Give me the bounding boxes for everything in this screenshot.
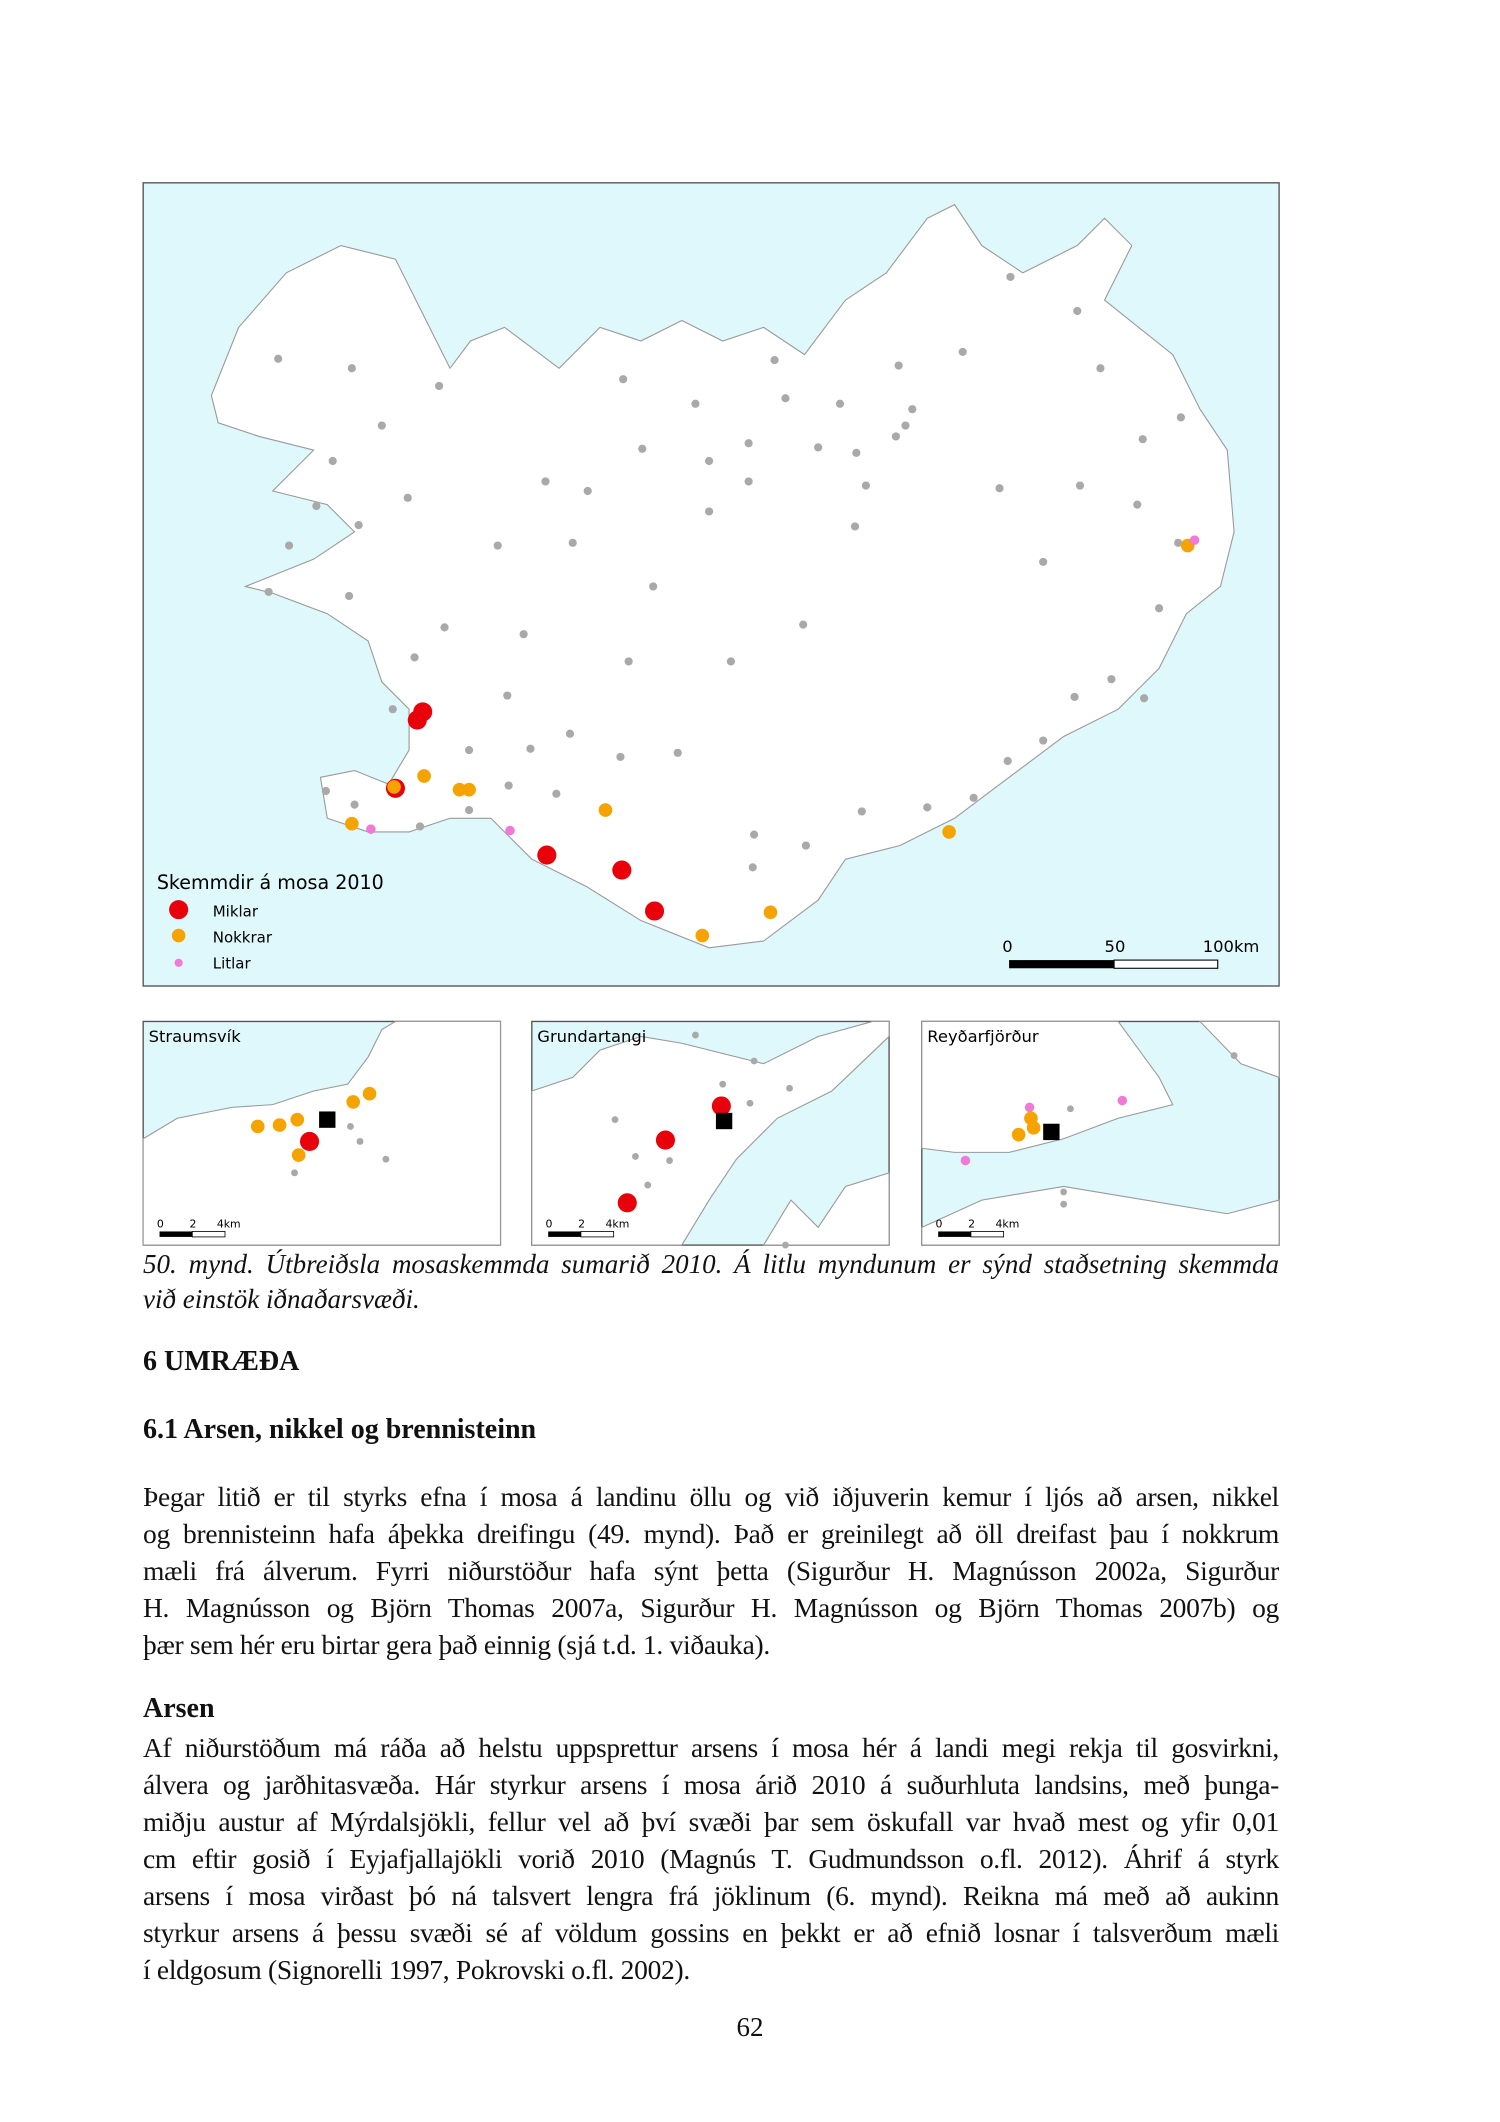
station-dot <box>666 1157 673 1164</box>
text-line: arsens í mosa virðast þó ná talsvert lengra frá jöklinum (6. mynd). Reikna má með að aukinn <box>143 1880 1279 1911</box>
station-dot <box>389 705 397 713</box>
page-number: 62 <box>736 2012 764 2042</box>
text-line: styrkur arsens á þessu svæði sé af völdum gossins en þekkt er að efnið losnar í talsverðum mæli <box>143 1917 1279 1948</box>
station-dot <box>410 653 418 661</box>
station-dot <box>923 803 931 811</box>
paragraph-2 <box>143 1729 1279 1988</box>
damage-dot <box>363 1087 377 1101</box>
station-dot <box>995 484 1003 492</box>
station-dot <box>1177 413 1185 421</box>
station-dot <box>858 807 866 815</box>
station-dot <box>802 841 810 849</box>
caption-line: 50. mynd. Útbreiðsla mosaskemmda sumarið 2010. Á litlu myndunum er sýnd staðsetning skemmda <box>143 1249 1279 1279</box>
station-dot <box>383 1156 390 1163</box>
station-dot <box>970 794 978 802</box>
scale-label: 0 <box>1002 936 1013 956</box>
station-dot <box>747 1100 754 1107</box>
station-dot <box>781 394 789 402</box>
industrial-plant-marker <box>319 1111 335 1127</box>
station-dot <box>1039 736 1047 744</box>
station-dot <box>851 522 859 530</box>
damage-dot <box>366 824 376 834</box>
station-dot <box>892 432 900 440</box>
station-dot <box>705 457 713 465</box>
station-dot <box>345 592 353 600</box>
station-dot <box>674 749 682 757</box>
industrial-plant-marker <box>716 1113 732 1129</box>
damage-dot <box>290 1113 304 1127</box>
legend-nokkrar: Nokkrar <box>212 928 273 947</box>
station-dot <box>378 421 386 429</box>
station-dot <box>1039 558 1047 566</box>
industrial-plant-marker <box>1043 1124 1059 1140</box>
station-dot <box>1140 694 1148 702</box>
station-dot <box>329 457 337 465</box>
station-dot <box>1070 693 1078 701</box>
station-dot <box>719 1081 726 1088</box>
damage-dot <box>300 1132 319 1151</box>
inset-scale-label: 4km <box>995 1217 1020 1231</box>
station-dot <box>503 691 511 699</box>
damage-dot <box>712 1096 731 1115</box>
station-dot <box>1139 435 1147 443</box>
station-dot <box>616 753 624 761</box>
station-dot <box>632 1153 639 1160</box>
station-dot <box>1006 273 1014 281</box>
scale-label: 50 <box>1104 936 1126 956</box>
subsection-heading: 6.1 Arsen, nikkel og brennisteinn <box>143 1414 537 1445</box>
station-dot <box>1155 604 1163 612</box>
station-dot <box>404 494 412 502</box>
station-dot <box>836 400 844 408</box>
station-dot <box>799 621 807 629</box>
paragraph-1 <box>143 1478 1279 1663</box>
text-line: í eldgosum (Signorelli 1997, Pokrovski o.fl. 2002). <box>143 1954 690 1985</box>
damage-dot <box>1027 1121 1041 1135</box>
station-dot <box>770 356 778 364</box>
damage-dot <box>1118 1096 1128 1106</box>
station-dot <box>355 521 363 529</box>
damage-dot <box>292 1148 306 1162</box>
station-dot <box>959 348 967 356</box>
station-dot <box>584 487 592 495</box>
legend-litlar-swatch <box>175 959 183 967</box>
scale-bar-black <box>160 1231 193 1236</box>
text-line: þær sem hér eru birtar gera það einnig (sjá t.d. 1. viðauka). <box>143 1629 770 1660</box>
legend-miklar-swatch <box>169 900 188 919</box>
station-dot <box>751 1058 758 1065</box>
arsen-heading: Arsen <box>143 1693 215 1724</box>
station-dot <box>625 657 633 665</box>
damage-dot <box>695 929 709 943</box>
damage-dot <box>612 861 631 880</box>
inset-title: Reyðarfjörður <box>927 1026 1039 1046</box>
damage-dot <box>599 803 613 817</box>
damage-dot <box>387 780 401 794</box>
station-dot <box>435 382 443 390</box>
station-dot <box>745 477 753 485</box>
caption-line: við einstök iðnaðarsvæði. <box>143 1284 420 1314</box>
station-dot <box>1133 501 1141 509</box>
station-dot <box>348 364 356 372</box>
inset-scale-label: 0 <box>545 1217 553 1231</box>
damage-dot <box>656 1131 675 1150</box>
damage-dot <box>346 1095 360 1109</box>
station-dot <box>465 746 473 754</box>
text-line: miðju austur af Mýrdalsjökli, fellur vel að því svæði þar sem öskufall var hvað mest og yfir 0,01 <box>143 1806 1279 1837</box>
inset-title: Grundartangi <box>537 1026 647 1046</box>
scale-bar-white <box>192 1231 225 1236</box>
inset-scale-label: 4km <box>605 1217 630 1231</box>
station-dot <box>494 541 502 549</box>
damage-dot <box>764 906 778 920</box>
station-dot <box>416 822 424 830</box>
station-dot <box>1096 364 1104 372</box>
station-dot <box>692 1032 699 1039</box>
text-line: H. Magnússon og Björn Thomas 2007a, Sigurður H. Magnússon og Björn Thomas 2007b) og <box>143 1592 1279 1623</box>
text-line: Þegar litið er til styrks efna í mosa á landinu öllu og við iðjuverin kemur í ljós að arsen, nikkel <box>143 1481 1279 1512</box>
station-dot <box>526 745 534 753</box>
station-dot <box>852 449 860 457</box>
inset-scale-label: 2 <box>189 1217 197 1231</box>
inset-scale-label: 2 <box>578 1217 586 1231</box>
damage-dot <box>1190 535 1200 545</box>
station-dot <box>285 541 293 549</box>
station-dot <box>691 400 699 408</box>
station-dot <box>1060 1201 1067 1208</box>
inset-scale-label: 0 <box>935 1217 943 1231</box>
station-dot <box>908 405 916 413</box>
damage-dot <box>1012 1128 1026 1142</box>
station-dot <box>1076 481 1084 489</box>
station-dot <box>895 361 903 369</box>
station-dot <box>727 657 735 665</box>
station-dot <box>1067 1105 1074 1112</box>
station-dot <box>705 507 713 515</box>
station-dot <box>566 730 574 738</box>
station-dot <box>274 355 282 363</box>
damage-dot <box>942 825 956 839</box>
inset-straumsvik <box>143 1021 500 1245</box>
text-line: mæli frá álverum. Fyrri niðurstöður hafa sýnt þetta (Sigurður H. Magnússon 2002a, Sigurður <box>143 1555 1279 1586</box>
station-dot <box>1073 307 1081 315</box>
legend-miklar: Miklar <box>212 902 259 921</box>
text-line: álvera og jarðhitasvæða. Hár styrkur arsens í mosa árið 2010 á suðurhluta landsins, með þunga- <box>143 1769 1279 1800</box>
station-dot <box>465 806 473 814</box>
scale-bar-black <box>938 1231 971 1236</box>
station-dot <box>750 831 758 839</box>
station-dot <box>440 623 448 631</box>
scale-bar-white <box>971 1231 1004 1236</box>
text-line: cm eftir gosið í Eyjafjallajökli vorið 2010 (Magnús T. Gudmundsson o.fl. 2012). Áhrif á styrk <box>143 1843 1279 1874</box>
station-dot <box>638 445 646 453</box>
inset-scale-label: 4km <box>216 1217 241 1231</box>
figure-caption <box>143 1247 1279 1317</box>
inset-scale-label: 0 <box>156 1217 164 1231</box>
inset-title: Straumsvík <box>148 1026 241 1046</box>
station-dot <box>786 1085 793 1092</box>
station-dot <box>322 787 330 795</box>
station-dot <box>541 477 549 485</box>
damage-dot <box>273 1118 287 1132</box>
station-dot <box>612 1116 619 1123</box>
damage-dot <box>417 769 431 783</box>
legend-nokkrar-swatch <box>172 929 186 943</box>
station-dot <box>1107 675 1115 683</box>
station-dot <box>312 502 320 510</box>
legend-title: Skemmdir á mosa 2010 <box>156 871 384 895</box>
legend-litlar: Litlar <box>212 954 251 973</box>
station-dot <box>649 582 657 590</box>
damage-dot <box>462 783 476 797</box>
section-heading: 6 UMRÆÐA <box>143 1346 300 1377</box>
damage-dot <box>618 1193 637 1212</box>
text-line: Af niðurstöðum má ráða að helstu uppsprettur arsens í mosa hér á landi megi rekja til gosvirkni, <box>143 1732 1279 1763</box>
inset-reydarfjordur <box>922 1021 1279 1245</box>
damage-dot <box>251 1120 265 1134</box>
station-dot <box>505 781 513 789</box>
damage-dot <box>1025 1103 1035 1113</box>
damage-dot <box>645 901 664 920</box>
inset-scale-label: 2 <box>968 1217 976 1231</box>
damage-dot <box>345 817 359 831</box>
scale-label: 100km <box>1202 936 1260 956</box>
station-dot <box>569 539 577 547</box>
station-dot <box>265 588 273 596</box>
station-dot <box>1060 1189 1067 1196</box>
station-dot <box>749 863 757 871</box>
station-dot <box>745 439 753 447</box>
station-dot <box>291 1169 298 1176</box>
station-dot <box>1004 757 1012 765</box>
damage-dot <box>537 846 556 865</box>
station-dot <box>357 1138 364 1145</box>
station-dot <box>644 1182 651 1189</box>
text-line: og brennisteinn hafa áþekka dreifingu (49. mynd). Það er greinilegt að öll dreifast þau í nokkrum <box>143 1518 1279 1549</box>
damage-dot <box>961 1156 971 1166</box>
station-dot <box>1231 1052 1238 1059</box>
station-dot <box>619 375 627 383</box>
station-dot <box>814 443 822 451</box>
station-dot <box>901 421 909 429</box>
damage-dot <box>505 826 515 836</box>
station-dot <box>862 481 870 489</box>
damage-dot <box>408 711 427 730</box>
station-dot <box>552 790 560 798</box>
station-dot <box>520 630 528 638</box>
inset-grundartangi <box>532 1021 889 1245</box>
main-map <box>143 183 1279 986</box>
station-dot <box>350 801 358 809</box>
station-dot <box>347 1123 354 1130</box>
scale-bar-white <box>581 1231 614 1236</box>
scale-bar-black <box>548 1231 581 1236</box>
